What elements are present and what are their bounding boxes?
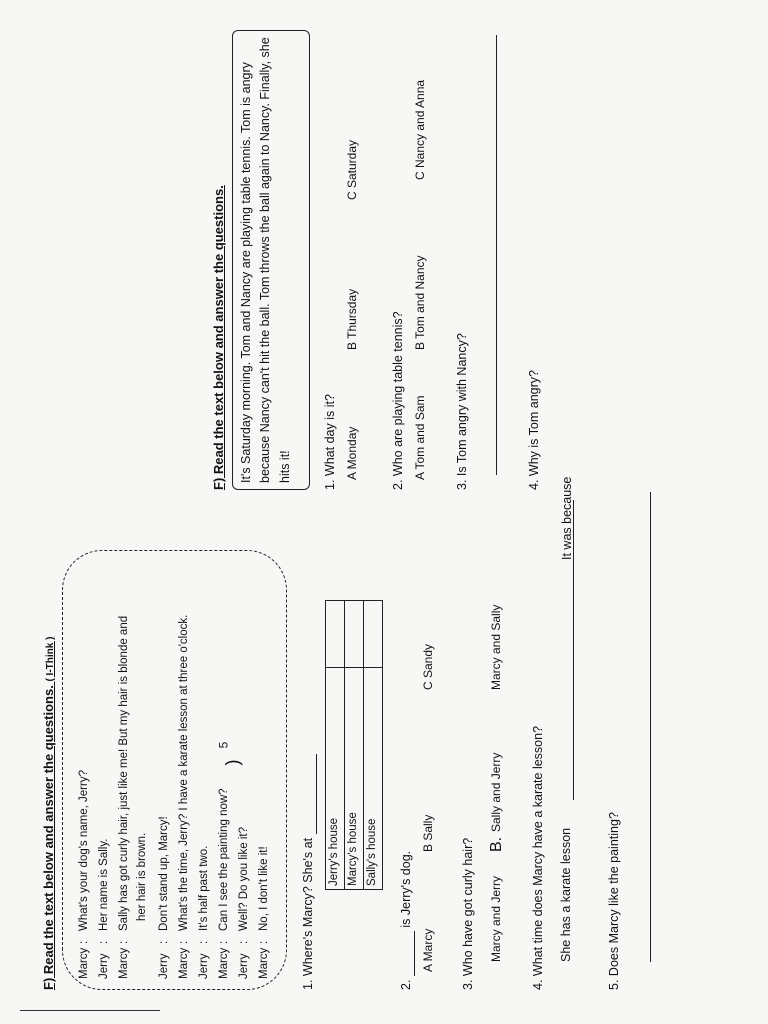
- left-section-title: [40, 637, 58, 990]
- question-4: 4. What time does Marcy have a karate lesson?: [531, 725, 545, 990]
- table-row: Marcy's house: [345, 601, 364, 890]
- option-c[interactable]: Marcy and Sally: [489, 604, 503, 690]
- option-b[interactable]: B Sally: [421, 814, 435, 852]
- option-a[interactable]: A Tom and Sam: [413, 395, 427, 480]
- question-4: 4. Why is Tom angry?: [527, 370, 541, 490]
- option-b[interactable]: B Thursday: [345, 288, 359, 350]
- dialogue-box: Marcy : What's your dog's name, Jerry? Jerry : Her name is Sally. Marcy : Sally has got curly hair, just like me! But my hair is blonde and her hair is brown. Jerry : Don't stand up, Marcy! Marcy : What's the time, Jerry? I have a karate lesson at three o'clock. Jerry : It's half past two. Marcy : Can I see the painting now? Jerry : Well? Do you like it? Marcy : No, I don't like it!: [62, 550, 287, 990]
- option-a[interactable]: A Monday: [345, 426, 359, 480]
- question-5: 5. Does Marcy like the painting?: [607, 812, 621, 990]
- option-c[interactable]: C Saturday: [345, 139, 359, 200]
- answer-4: It was because: [560, 476, 574, 560]
- question-2: 2. is Jerry's dog.: [399, 850, 413, 990]
- answer-line[interactable]: [650, 492, 651, 962]
- option-c[interactable]: C Nancy and Anna: [413, 79, 427, 180]
- table-row: Jerry's house: [326, 601, 345, 890]
- answer-4: She has a karate lesson: [559, 827, 573, 962]
- question-3: 3. Is Tom angry with Nancy?: [455, 333, 469, 490]
- option-a[interactable]: Marcy and Jerry: [489, 875, 503, 962]
- option-a[interactable]: A Marcy: [421, 928, 435, 972]
- question-3: 3. Who have got curly hair?: [461, 837, 475, 990]
- right-worksheet: [210, 30, 540, 990]
- right-section-title: F) Read the text below and answer the questions.: [211, 185, 226, 490]
- page-mark-icon: ): [222, 759, 243, 766]
- answer-line[interactable]: [496, 35, 497, 475]
- option-b[interactable]: B Tom and Nancy: [413, 255, 427, 350]
- question-1: 1. Where's Marcy? She's at: [300, 754, 317, 990]
- question-1: 1. What day is it?: [323, 394, 337, 490]
- option-b-marker: B.: [488, 836, 505, 852]
- left-title-text: F) Read the text below and answer the questions.: [41, 685, 56, 990]
- option-c[interactable]: C Sandy: [421, 643, 435, 690]
- story-text: It's Saturday morning. Tom and Nancy are playing table tennis. Tom is angry because Nancy can't hit the ball. Tom throws the ball again to Nancy. Finally, she hits it!: [239, 37, 292, 483]
- left-title-note: ( I-Think ): [45, 636, 56, 682]
- dialogue-line: her hair is brown.: [136, 832, 148, 921]
- question-2: 2. Who are playing table tennis?: [391, 311, 405, 490]
- table-row: Sally's house: [364, 601, 383, 890]
- scan-edge-line: [20, 1010, 160, 1011]
- page-number: 5: [216, 741, 231, 749]
- option-b[interactable]: Sally and Jerry: [489, 752, 503, 832]
- story-box: [232, 30, 310, 490]
